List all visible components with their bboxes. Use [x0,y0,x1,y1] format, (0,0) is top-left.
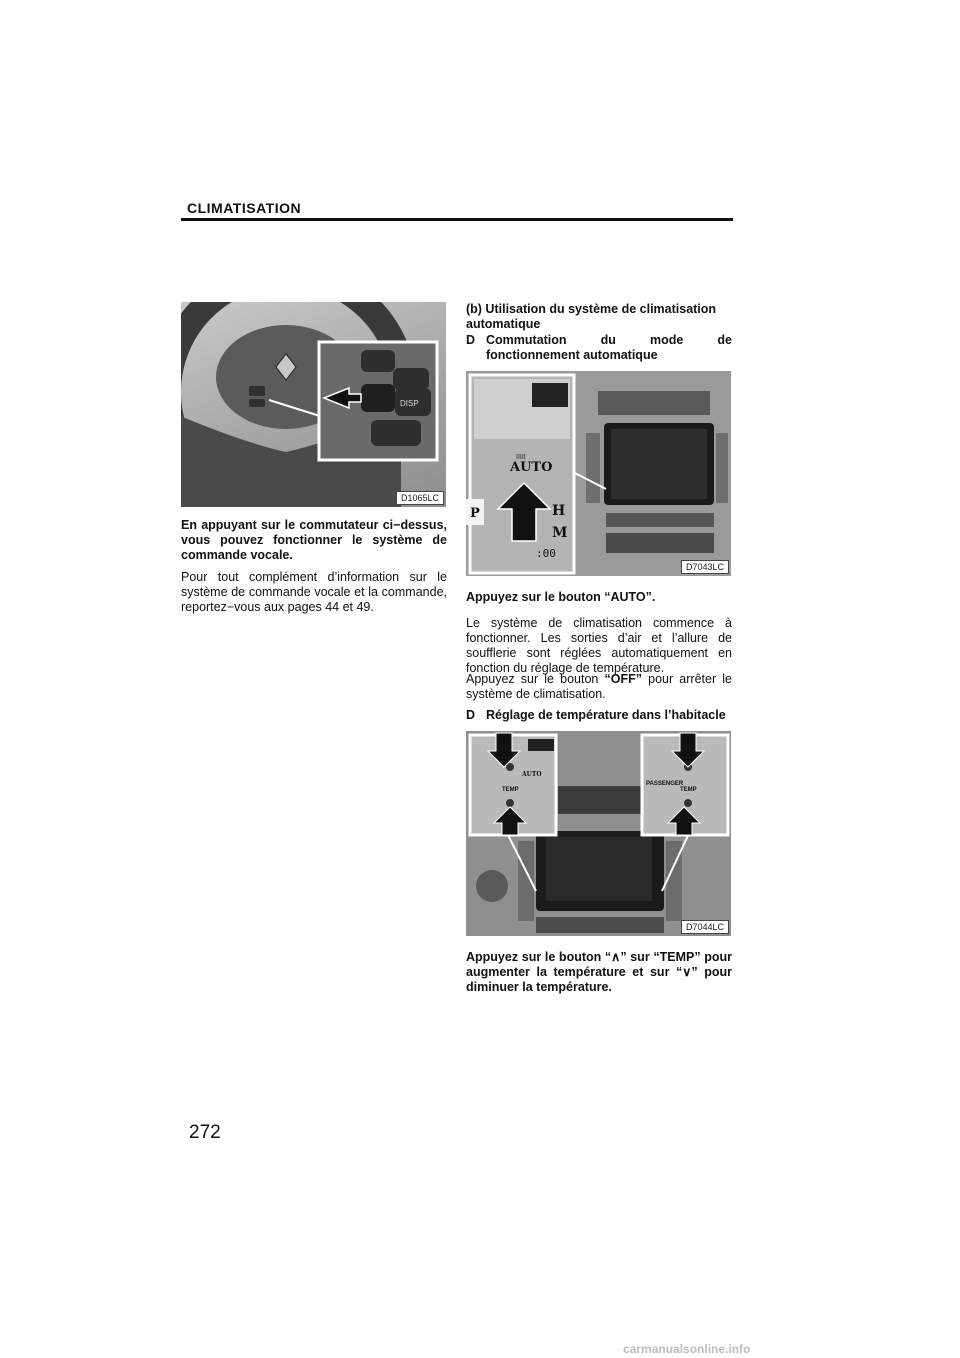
instruction-auto: Appuyez sur le bouton “AUTO”. [466,590,656,604]
watermark: carmanualsonline.info [623,1342,751,1356]
intro-bold-text: En appuyant sur le commutateur ci−dessus, vous pouvez fonctionner le système de commande vocale. [181,518,447,562]
bullet-temperature [466,708,732,723]
bullet-text: Commutation du mode de fonctionnement automatique [486,333,732,362]
auto-button-figure [466,371,731,576]
temp-buttons-figure [466,731,731,936]
section-title: (b) Utilisation du système de climatisation automatique [466,302,717,331]
svg-text:P: P [470,506,480,521]
steering-wheel-illustration [181,302,446,507]
instruction-temp: Appuyez sur le bouton “∧” sur “TEMP” pour augmenter la température et sur “∨” pour diminuer la température. [466,950,732,994]
figure-code: D7043LC [681,560,729,574]
svg-text:AUTO: AUTO [522,771,542,778]
page-number: 272 [189,1122,221,1143]
bullet-text: Réglage de température dans l’habitacle [486,708,726,722]
svg-text:M: M [552,525,568,541]
header-rule [181,218,733,221]
svg-text:AUTO: AUTO [510,460,553,475]
figure-code: D7044LC [681,920,729,934]
off-paragraph-before: Appuyez sur le bouton [466,672,605,686]
svg-text:DISP: DISP [400,399,419,408]
voice-command-paragraph: Pour tout complément d’information sur le système de commande vocale et la commande, reportez−vous aux pages 44 et 49. [181,570,447,614]
svg-text:IIIII: IIIII [516,454,526,461]
off-keyword: “OFF” [604,672,643,686]
svg-text:H: H [552,503,566,519]
svg-text::00: :00 [536,547,556,560]
dashboard-auto-illustration [466,371,731,576]
svg-text:TEMP: TEMP [680,787,697,793]
climate-starts-paragraph: Le système de climatisation commence à fonctionner. Les sorties d’air et l’allure de soufflerie sont réglées automatiquement en fonction du réglage de température. [466,616,732,675]
bullet-symbol: D [466,708,476,722]
section-header: CLIMATISATION [187,200,302,216]
steering-switch-figure [181,302,446,507]
svg-text:PASSENGER: PASSENGER [646,781,684,787]
svg-text:TEMP: TEMP [502,787,519,793]
off-paragraph-after: pour arrêter le système de climatisation. [466,672,732,701]
bullet-symbol: D [466,333,476,347]
off-button-paragraph [466,672,732,702]
figure-code: D1065LC [396,491,444,505]
bullet-auto-mode [466,333,732,363]
dashboard-temp-illustration [466,731,731,936]
